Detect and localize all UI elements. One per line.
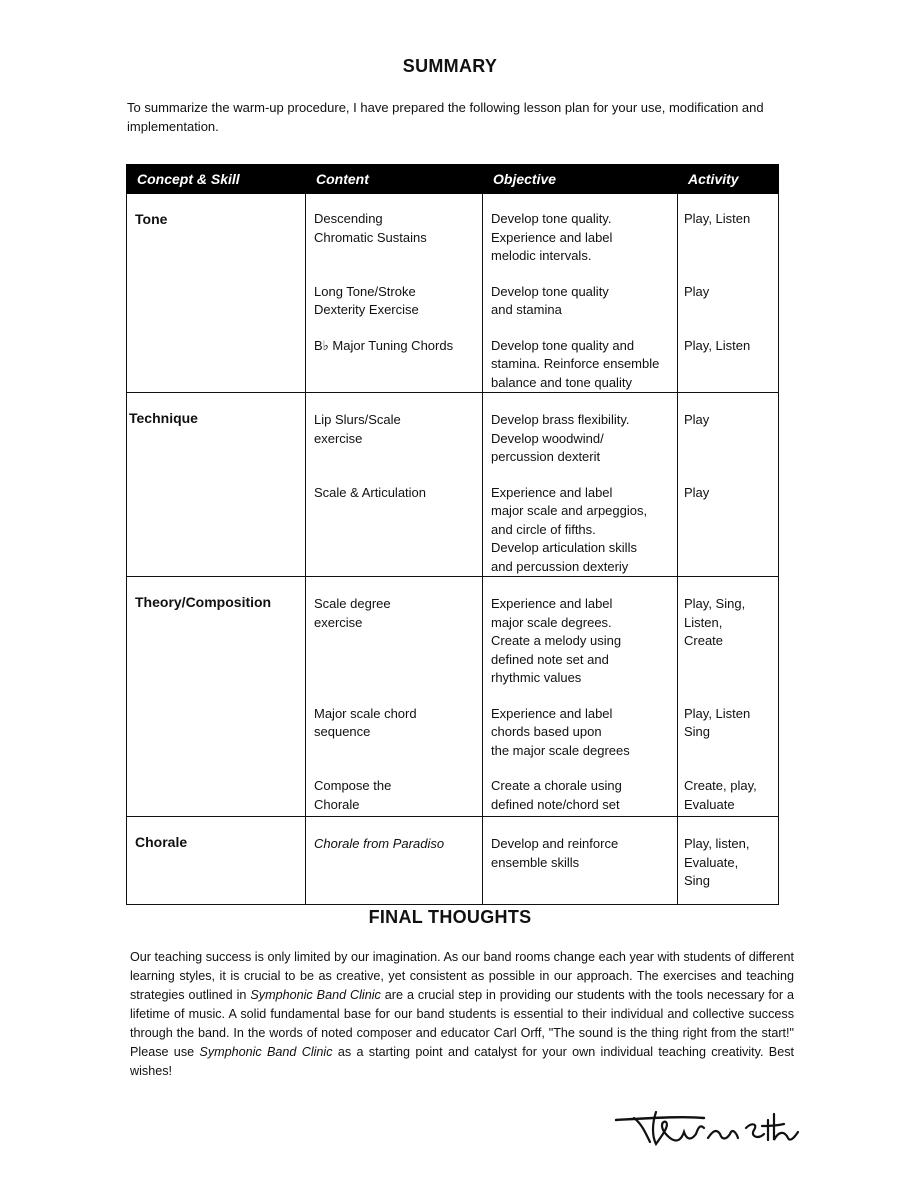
activity-text: Play, Listen Sing: [684, 705, 751, 739]
summary-title: SUMMARY: [402, 56, 498, 76]
content-cell: [306, 393, 483, 577]
concept-label: Tone: [135, 211, 168, 227]
table-row: [127, 817, 779, 905]
book-title-2: Symphonic Band Clinic: [199, 1045, 333, 1059]
final-text-3: as a starting point and catalyst for your own individual teaching creativity. Best wishes!: [130, 1045, 795, 1078]
summary-intro: To summarize the warm-up procedure, I have prepared the following lesson plan for your use, modification and implementation.: [127, 100, 764, 134]
concept-cell: [127, 194, 306, 393]
content-text: Long Tone/Stroke Dexterity Exercise: [314, 283, 419, 317]
objective-text: Create a chorale using defined note/chord set: [491, 778, 622, 812]
table-row: [127, 194, 779, 393]
content-cell: [306, 194, 483, 393]
content-text: Scale & Articulation: [314, 484, 427, 500]
activity-text: Play, Listen: [684, 211, 751, 226]
activity-cell: [678, 194, 779, 393]
objective-cell: [483, 194, 678, 393]
activity-text: Play, Sing, Listen, Create: [684, 596, 746, 648]
lesson-plan-table: [126, 164, 779, 905]
header-objective: Objective: [483, 165, 678, 194]
signature: [612, 1098, 802, 1158]
book-title-1: Symphonic Band Clinic: [250, 988, 381, 1002]
objective-text: Develop tone quality and stamina. Reinforce ensemble balance and tone quality: [491, 337, 660, 390]
final-thoughts-paragraph: [130, 948, 794, 1081]
objective-cell: [483, 393, 678, 577]
final-text-2: are a crucial step in providing our students with the tools necessary for a lifetime of music. A solid fundamental base for our band students is essential to their individual and collective success through the band. In the words of noted composer and educator Carl Orff, "The sound is the thing right from the start!" Please use: [130, 988, 794, 1059]
concept-label: Chorale: [135, 834, 188, 850]
content-text: Lip Slurs/Scale exercise: [314, 412, 401, 446]
objective-text: Develop tone quality. Experience and label melodic intervals.: [491, 211, 613, 263]
objective-text: Experience and label major scale and arpeggios, and circle of fifths. Develop articulation skills and percussion dexteriy: [491, 484, 648, 574]
header-content: Content: [306, 165, 483, 194]
activity-text: Play, listen, Evaluate, Sing: [684, 836, 750, 888]
activity-cell: [678, 393, 779, 577]
content-text: Scale degree exercise: [314, 596, 391, 630]
final-thoughts-title: FINAL THOUGHTS: [368, 907, 532, 927]
content-text: Compose the Chorale: [314, 778, 392, 812]
table-header-row: [127, 165, 779, 194]
concept-cell: [127, 577, 306, 817]
activity-text: Play: [684, 412, 710, 427]
content-text: B♭ Major Tuning Chords: [314, 337, 454, 353]
header-concept: Concept & Skill: [127, 165, 306, 194]
objective-text: Experience and label chords based upon the major scale degrees: [491, 705, 630, 758]
activity-text: Create, play, Evaluate: [684, 778, 757, 812]
objective-cell: [483, 577, 678, 817]
objective-text: Develop brass flexibility. Develop woodwind/ percussion dexterit: [491, 412, 630, 464]
table-row: [127, 577, 779, 817]
content-text: Descending Chromatic Sustains: [314, 211, 427, 245]
concept-cell: [127, 393, 306, 577]
content-cell: [306, 577, 483, 817]
objective-text: Experience and label major scale degrees. Create a melody using defined note set and rhythmic values: [491, 596, 622, 685]
concept-label: Theory/Composition: [135, 594, 272, 610]
content-text: Major scale chord sequence: [314, 705, 417, 739]
activity-cell: [678, 577, 779, 817]
activity-cell: [678, 817, 779, 905]
objective-cell: [483, 817, 678, 905]
content-text: Chorale from Paradiso: [314, 836, 445, 851]
content-cell: [306, 817, 483, 905]
header-activity: Activity: [678, 165, 779, 194]
activity-text: Play: [684, 484, 710, 500]
concept-cell: [127, 817, 306, 905]
objective-text: Develop tone quality and stamina: [491, 283, 609, 317]
table-row: [127, 393, 779, 577]
objective-text: Develop and reinforce ensemble skills: [491, 836, 619, 870]
concept-label: Technique: [129, 410, 198, 426]
final-text-1: Our teaching success is only limited by our imagination. As our band rooms change each year with students of different learning styles, it is crucial to be as creative, yet consistent as possible in our approach. The exercises and teaching strategies outlined in: [130, 950, 794, 1002]
activity-text: Play, Listen: [684, 337, 751, 353]
activity-text: Play: [684, 283, 710, 299]
